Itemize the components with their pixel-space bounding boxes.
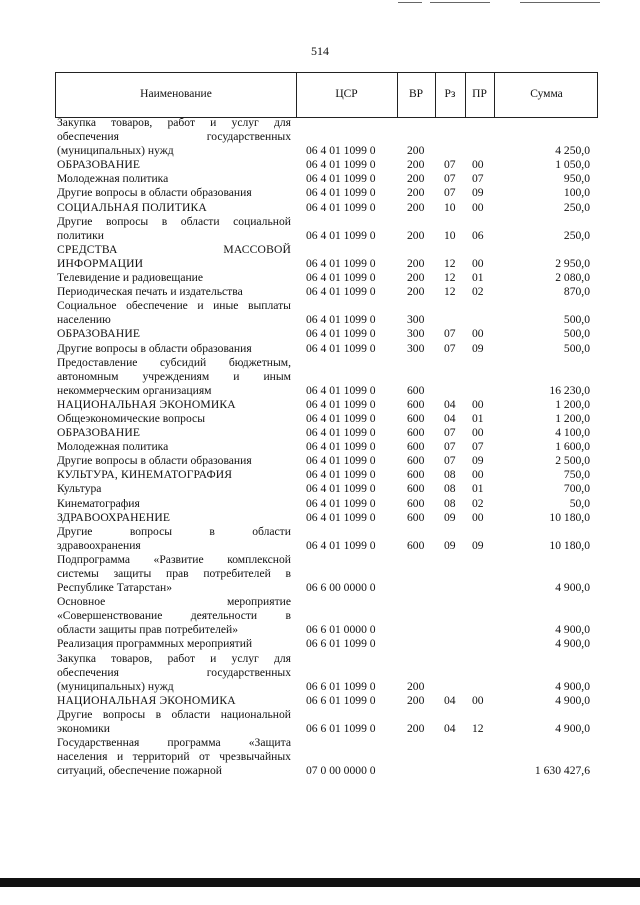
row-csr: 06 4 01 1099 0 — [306, 538, 376, 552]
row-pr: 07 — [472, 172, 484, 186]
row-vr: 600 — [407, 482, 425, 496]
row-csr: 06 6 00 0000 0 — [306, 581, 376, 595]
row-vr: 200 — [407, 722, 425, 736]
row-pr: 09 — [472, 538, 484, 552]
row-csr: 06 4 01 1099 0 — [306, 256, 376, 270]
row-csr: 06 6 01 1099 0 — [306, 693, 376, 707]
scan-border — [0, 878, 640, 887]
row-name-line: Другие вопросы в области — [57, 524, 291, 538]
row-sum: 4 900,0 — [555, 722, 590, 736]
row-name-line: Кинематография — [57, 496, 140, 510]
row-name-line: (муниципальных) нужд — [57, 144, 174, 158]
row-name-line: экономики — [57, 722, 110, 736]
table-row — [0, 497, 640, 511]
row-name-line: автономным учреждениям и иным — [57, 369, 291, 383]
row-pr: 00 — [472, 200, 484, 214]
row-name-line: Закупка товаров, работ и услуг для — [57, 116, 291, 129]
row-name-line: Закупка товаров, работ и услуг для — [57, 651, 291, 665]
row-rz: 08 — [444, 482, 456, 496]
table-row — [0, 342, 640, 356]
row-sum: 4 900,0 — [555, 693, 590, 707]
row-vr: 600 — [407, 510, 425, 524]
row-rz: 04 — [444, 397, 456, 411]
row-csr: 06 4 01 1099 0 — [306, 228, 376, 242]
row-csr: 06 4 01 1099 0 — [306, 285, 376, 299]
row-csr: 07 0 00 0000 0 — [306, 764, 376, 778]
row-pr: 06 — [472, 228, 484, 242]
table-row — [0, 440, 640, 454]
row-csr: 06 4 01 1099 0 — [306, 313, 376, 327]
row-sum: 2 500,0 — [555, 454, 590, 468]
row-name-line: Реализация программных мероприятий — [57, 637, 253, 651]
row-vr: 600 — [407, 411, 425, 425]
row-rz: 04 — [444, 722, 456, 736]
row-rz: 07 — [444, 426, 456, 440]
row-rz: 07 — [444, 341, 456, 355]
row-name-line: (муниципальных) нужд — [57, 679, 174, 693]
row-vr: 200 — [407, 158, 425, 172]
row-sum: 1 200,0 — [555, 411, 590, 425]
row-rz: 09 — [444, 510, 456, 524]
table-row — [0, 708, 640, 736]
table-row — [0, 186, 640, 200]
row-pr: 00 — [472, 327, 484, 341]
table-row — [0, 482, 640, 496]
row-pr: 00 — [472, 426, 484, 440]
row-name-line: Подпрограмма «Развитие комплексной — [57, 552, 291, 566]
row-pr: 02 — [472, 285, 484, 299]
page-number: 514 — [311, 44, 329, 58]
table-row — [0, 468, 640, 482]
row-name-line: обеспечения государственных — [57, 665, 291, 679]
row-pr: 09 — [472, 454, 484, 468]
row-pr: 07 — [472, 440, 484, 454]
row-name-line: Другие вопросы в области национальной — [57, 707, 291, 721]
row-pr: 12 — [472, 722, 484, 736]
row-name-line: Республике Татарстан» — [57, 581, 173, 595]
row-sum: 1 630 427,6 — [534, 764, 590, 778]
row-name-line: Другие вопросы в области социальной — [57, 214, 291, 228]
row-sum: 2 080,0 — [555, 271, 590, 285]
row-csr: 06 4 01 1099 0 — [306, 440, 376, 454]
table-row — [0, 412, 640, 426]
row-name-line: Периодическая печать и издательства — [57, 285, 243, 299]
row-vr: 200 — [407, 679, 425, 693]
row-name-line: населению — [57, 313, 111, 327]
row-sum: 16 230,0 — [549, 383, 590, 397]
table-row — [0, 595, 640, 637]
row-name-line: Молодежная политика — [57, 440, 169, 454]
row-csr: 06 4 01 1099 0 — [306, 158, 376, 172]
row-sum: 700,0 — [563, 482, 590, 496]
row-rz: 12 — [444, 256, 456, 270]
row-vr: 200 — [407, 144, 425, 158]
row-vr: 200 — [407, 200, 425, 214]
row-name-line: Другие вопросы в области образования — [57, 186, 252, 200]
row-name-line: Культура — [57, 482, 102, 496]
table-body — [0, 116, 640, 778]
row-sum: 1 600,0 — [555, 440, 590, 454]
row-vr: 600 — [407, 538, 425, 552]
row-sum: 250,0 — [563, 200, 590, 214]
row-sum: 10 180,0 — [549, 538, 590, 552]
header-vr: ВР — [408, 88, 424, 100]
row-name-line: Другие вопросы в области образования — [57, 341, 252, 355]
row-sum: 870,0 — [563, 285, 590, 299]
row-sum: 2 950,0 — [555, 256, 590, 270]
row-pr: 01 — [472, 271, 484, 285]
header-sum: Сумма — [530, 88, 563, 100]
table-row — [0, 285, 640, 299]
row-name-line: населения и территорий от чрезвычайных — [57, 750, 291, 764]
row-vr: 200 — [407, 172, 425, 186]
row-rz: 10 — [444, 228, 456, 242]
row-name-line: Общеэкономические вопросы — [57, 411, 205, 425]
row-name-line: СРЕДСТВА МАССОВОЙ — [57, 242, 291, 256]
row-csr: 06 4 01 1099 0 — [306, 341, 376, 355]
row-pr: 00 — [472, 468, 484, 482]
table-row — [0, 215, 640, 243]
table-row — [0, 553, 640, 595]
row-rz: 07 — [444, 454, 456, 468]
row-vr: 200 — [407, 285, 425, 299]
row-csr: 06 4 01 1099 0 — [306, 426, 376, 440]
row-csr: 06 4 01 1099 0 — [306, 327, 376, 341]
row-vr: 300 — [407, 313, 425, 327]
row-sum: 950,0 — [563, 172, 590, 186]
row-sum: 250,0 — [563, 228, 590, 242]
row-vr: 200 — [407, 693, 425, 707]
row-name-line: некоммерческим организациям — [57, 383, 212, 397]
row-name-line: обеспечения государственных — [57, 130, 291, 144]
row-sum: 750,0 — [563, 468, 590, 482]
row-csr: 06 6 01 1099 0 — [306, 637, 376, 651]
row-csr: 06 4 01 1099 0 — [306, 172, 376, 186]
scan-artifact — [430, 2, 490, 3]
row-rz: 10 — [444, 200, 456, 214]
row-pr: 02 — [472, 496, 484, 510]
table-row — [0, 511, 640, 525]
row-pr: 09 — [472, 341, 484, 355]
row-csr: 06 4 01 1099 0 — [306, 271, 376, 285]
row-sum: 1 200,0 — [555, 397, 590, 411]
row-pr: 01 — [472, 411, 484, 425]
row-pr: 01 — [472, 482, 484, 496]
table-row — [0, 454, 640, 468]
row-pr: 00 — [472, 397, 484, 411]
row-sum: 1 050,0 — [555, 158, 590, 172]
row-sum: 4 900,0 — [555, 679, 590, 693]
header-rz: Рз — [444, 88, 456, 100]
row-name-line: Телевидение и радиовещание — [57, 271, 204, 285]
row-sum: 4 250,0 — [555, 144, 590, 158]
row-rz: 08 — [444, 496, 456, 510]
row-name-line: «Совершенствование деятельности в — [57, 609, 291, 623]
row-name-line: ситуаций, обеспечение пожарной — [57, 764, 222, 778]
row-rz: 07 — [444, 186, 456, 200]
header-csr: ЦСР — [335, 88, 358, 100]
table-row — [0, 426, 640, 440]
table-row — [0, 158, 640, 172]
row-name-line: КУЛЬТУРА, КИНЕМАТОГРАФИЯ — [57, 468, 233, 482]
row-rz: 08 — [444, 468, 456, 482]
row-name-line: области защиты прав потребителей» — [57, 623, 239, 637]
row-vr: 600 — [407, 454, 425, 468]
row-rz: 07 — [444, 440, 456, 454]
row-name-line: ЗДРАВООХРАНЕНИЕ — [57, 510, 171, 524]
row-csr: 06 4 01 1099 0 — [306, 411, 376, 425]
row-vr: 200 — [407, 186, 425, 200]
row-rz: 04 — [444, 411, 456, 425]
row-csr: 06 6 01 0000 0 — [306, 623, 376, 637]
row-name-line: Государственная программа «Защита — [57, 736, 291, 750]
row-name-line: ИНФОРМАЦИИ — [57, 256, 144, 270]
row-sum: 4 900,0 — [555, 623, 590, 637]
table-row — [0, 172, 640, 186]
table-row — [0, 637, 640, 651]
table-row — [0, 652, 640, 694]
row-name-line: Другие вопросы в области образования — [57, 454, 252, 468]
row-sum: 500,0 — [563, 313, 590, 327]
row-rz: 12 — [444, 271, 456, 285]
row-vr: 600 — [407, 468, 425, 482]
row-vr: 600 — [407, 426, 425, 440]
table-row — [0, 327, 640, 341]
row-sum: 4 100,0 — [555, 426, 590, 440]
row-rz: 07 — [444, 172, 456, 186]
row-rz: 12 — [444, 285, 456, 299]
row-sum: 10 180,0 — [549, 510, 590, 524]
row-rz: 04 — [444, 693, 456, 707]
row-sum: 500,0 — [563, 341, 590, 355]
row-name-line: НАЦИОНАЛЬНАЯ ЭКОНОМИКА — [57, 397, 236, 411]
row-csr: 06 4 01 1099 0 — [306, 510, 376, 524]
row-vr: 300 — [407, 327, 425, 341]
row-name-line: Основное мероприятие — [57, 595, 291, 609]
row-vr: 600 — [407, 440, 425, 454]
row-rz: 07 — [444, 327, 456, 341]
row-pr: 00 — [472, 693, 484, 707]
table-row — [0, 299, 640, 327]
row-csr: 06 4 01 1099 0 — [306, 397, 376, 411]
row-name-line: системы защиты прав потребителей в — [57, 567, 291, 580]
table-row — [0, 116, 640, 158]
row-name-line: политики — [57, 228, 104, 242]
table-row — [0, 398, 640, 412]
row-name-line: Молодежная политика — [57, 172, 169, 186]
row-vr: 600 — [407, 496, 425, 510]
header-pr: ПР — [472, 88, 487, 100]
table-row — [0, 271, 640, 285]
table-row — [0, 356, 640, 398]
table-row — [0, 243, 640, 271]
row-vr: 200 — [407, 228, 425, 242]
row-name-line: ОБРАЗОВАНИЕ — [57, 426, 141, 440]
row-rz: 09 — [444, 538, 456, 552]
row-csr: 06 4 01 1099 0 — [306, 383, 376, 397]
table-row — [0, 736, 640, 778]
table-row — [0, 694, 640, 708]
row-name-line: СОЦИАЛЬНАЯ ПОЛИТИКА — [57, 200, 207, 214]
row-name-line: ОБРАЗОВАНИЕ — [57, 327, 141, 341]
row-vr: 300 — [407, 341, 425, 355]
row-csr: 06 4 01 1099 0 — [306, 468, 376, 482]
row-csr: 06 4 01 1099 0 — [306, 186, 376, 200]
row-sum: 4 900,0 — [555, 581, 590, 595]
row-vr: 600 — [407, 383, 425, 397]
row-csr: 06 4 01 1099 0 — [306, 144, 376, 158]
row-csr: 06 6 01 1099 0 — [306, 679, 376, 693]
row-vr: 200 — [407, 271, 425, 285]
scan-artifact — [520, 2, 600, 3]
row-sum: 500,0 — [563, 327, 590, 341]
row-csr: 06 6 01 1099 0 — [306, 722, 376, 736]
row-sum: 100,0 — [563, 186, 590, 200]
table-header — [55, 72, 598, 118]
row-sum: 50,0 — [569, 496, 590, 510]
row-rz: 07 — [444, 158, 456, 172]
scan-artifact — [398, 2, 422, 3]
header-name: Наименование — [140, 88, 212, 100]
row-name-line: здравоохранения — [57, 538, 141, 552]
row-pr: 00 — [472, 158, 484, 172]
table-row — [0, 525, 640, 553]
row-pr: 09 — [472, 186, 484, 200]
row-csr: 06 4 01 1099 0 — [306, 200, 376, 214]
row-pr: 00 — [472, 256, 484, 270]
row-name-line: ОБРАЗОВАНИЕ — [57, 158, 141, 172]
row-pr: 00 — [472, 510, 484, 524]
row-sum: 4 900,0 — [555, 637, 590, 651]
row-name-line: Предоставление субсидий бюджетным, — [57, 355, 291, 369]
row-name-line: НАЦИОНАЛЬНАЯ ЭКОНОМИКА — [57, 693, 236, 707]
row-csr: 06 4 01 1099 0 — [306, 482, 376, 496]
row-vr: 200 — [407, 256, 425, 270]
row-vr: 600 — [407, 397, 425, 411]
row-csr: 06 4 01 1099 0 — [306, 496, 376, 510]
table-row — [0, 201, 640, 215]
row-csr: 06 4 01 1099 0 — [306, 454, 376, 468]
row-name-line: Социальное обеспечение и иные выплаты — [57, 299, 291, 313]
